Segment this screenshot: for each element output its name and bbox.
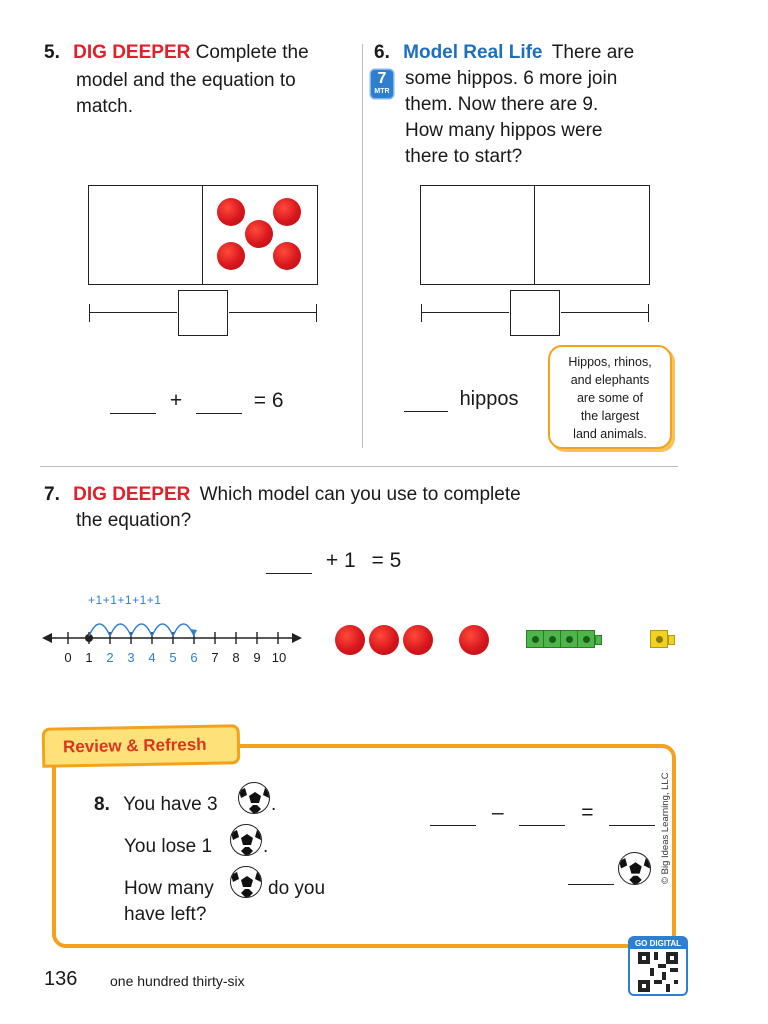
fact-line: and elephants [570,373,650,387]
tick-label: 2 [106,650,114,665]
answer-blank[interactable] [266,553,312,574]
bracket-end [316,304,317,322]
green-cube [577,630,595,648]
tick-label: 5 [169,650,177,665]
answer-blank[interactable] [430,805,476,826]
answer-blank[interactable] [110,393,156,414]
dig-deeper-tag: DIG DEEPER [73,484,191,505]
problem-number: 5. [44,42,60,63]
problem-number: 8. [94,794,110,815]
equation-8 [430,800,655,826]
copyright-notice: © Big Ideas Learning, LLC [660,772,671,884]
problem-number: 7. [44,484,60,505]
prompt-text: them. Now there are 9. [405,94,599,115]
counter-dot [217,198,245,226]
prompt-text: There are [551,42,635,63]
answer-blank[interactable] [404,391,448,412]
prompt-text: the equation? [76,510,192,531]
fun-fact-callout [548,345,672,449]
prompt-text: do you [268,878,326,899]
jump-labels [88,593,161,607]
counters-model[interactable] [335,622,495,658]
jump-label: +1 [88,593,103,607]
section-divider [40,466,678,467]
number-line-model[interactable] [40,590,310,670]
problem-5-prompt [44,40,344,66]
review-banner-label: Review & Refresh [62,734,207,757]
review-banner [42,724,241,767]
counter-dot [369,625,399,655]
equation-5 [110,388,284,414]
fact-line: Hippos, rhinos, [568,355,652,369]
equation-7 [266,548,401,574]
soccer-ball-icon [230,866,262,898]
model-real-life-tag: Model Real Life [403,42,543,63]
soccer-ball-icon [618,852,651,885]
linking-cubes-model[interactable] [526,628,686,654]
go-digital-label: GO DIGITAL [630,938,686,949]
left-answer [568,862,614,885]
jump-label: +1 [102,593,118,607]
jump-label: +1 [132,593,147,607]
answer-blank[interactable] [568,862,614,885]
plus-sign: + [169,389,183,412]
whole-box[interactable] [510,290,560,336]
cube-connector [595,635,602,645]
yellow-cube [650,630,668,648]
problem-7-prompt [44,482,644,508]
problem-6-prompt [374,40,694,66]
prompt-text: You lose 1 [124,836,213,857]
bracket-end [648,304,649,322]
tick-label: 0 [64,650,72,665]
counter-dot [217,242,245,270]
prompt-text: some hippos. 6 more join [405,68,618,89]
green-cube [543,630,561,648]
counter-dot [403,625,433,655]
part-box-left[interactable] [420,185,536,285]
hippos-label: hippos [459,388,519,410]
tick-label: 10 [271,650,287,665]
prompt-text: Which model can you use to complete [199,484,521,505]
bracket-end [89,304,90,322]
equals-sign: = [581,801,594,824]
whole-box[interactable] [178,290,228,336]
page-number-words: one hundred thirty-six [110,973,245,989]
soccer-ball-icon [238,782,270,814]
part-box-left[interactable] [88,185,204,285]
prompt-text: Complete the [195,42,309,63]
tick-label: 4 [148,650,156,665]
whole-bracket-line [421,312,509,313]
counter-dot [245,220,273,248]
prompt-text: You have 3 [123,794,218,815]
part-box-right[interactable] [534,185,650,285]
fact-line: the largest [580,409,640,423]
hippos-answer [404,386,519,412]
fact-line: are some of [576,391,643,405]
counter-dot [273,198,301,226]
tick-label: 9 [253,650,261,665]
tick-label: 7 [211,650,219,665]
tick-label: 6 [190,650,198,665]
tick-label: 1 [85,650,93,665]
period: . [263,836,269,857]
go-digital-button[interactable] [628,936,688,996]
answer-blank[interactable] [609,805,655,826]
problem-number: 6. [374,42,390,63]
counter-dot [335,625,365,655]
green-cube [560,630,578,648]
whole-bracket-line [229,312,317,313]
fact-line: land animals. [573,427,647,441]
jump-label: +1 [146,593,162,607]
jump-label: +1 [117,593,133,607]
prompt-text: How many [124,878,214,899]
whole-bracket-line [89,312,177,313]
period: . [271,794,277,815]
tick-label: 8 [232,650,240,665]
plus-one: + 1 [325,549,356,572]
part-box-right [202,185,318,285]
whole-bracket-line [561,312,649,313]
prompt-text: there to start? [405,146,523,167]
qr-code-icon [638,952,678,992]
problem-8-line1 [94,792,218,818]
column-divider [362,44,363,448]
minus-sign: – [491,801,504,824]
dig-deeper-tag: DIG DEEPER [73,42,191,63]
prompt-text: have left? [124,904,207,925]
mtr-badge-icon: 7 MTR [371,70,393,98]
bracket-end [421,304,422,322]
tick-label: 3 [127,650,135,665]
answer-blank[interactable] [196,393,242,414]
counter-dot [273,242,301,270]
equals-five: = 5 [371,549,402,572]
counter-dot [459,625,489,655]
equals-six: = 6 [253,389,284,412]
page-number: 136 [44,968,78,990]
prompt-text: model and the equation to [76,70,296,91]
prompt-text: How many hippos were [405,120,603,141]
answer-blank[interactable] [519,805,565,826]
green-cube [526,630,544,648]
prompt-text: match. [76,96,134,117]
soccer-ball-icon [230,824,262,856]
cube-connector [668,635,675,645]
